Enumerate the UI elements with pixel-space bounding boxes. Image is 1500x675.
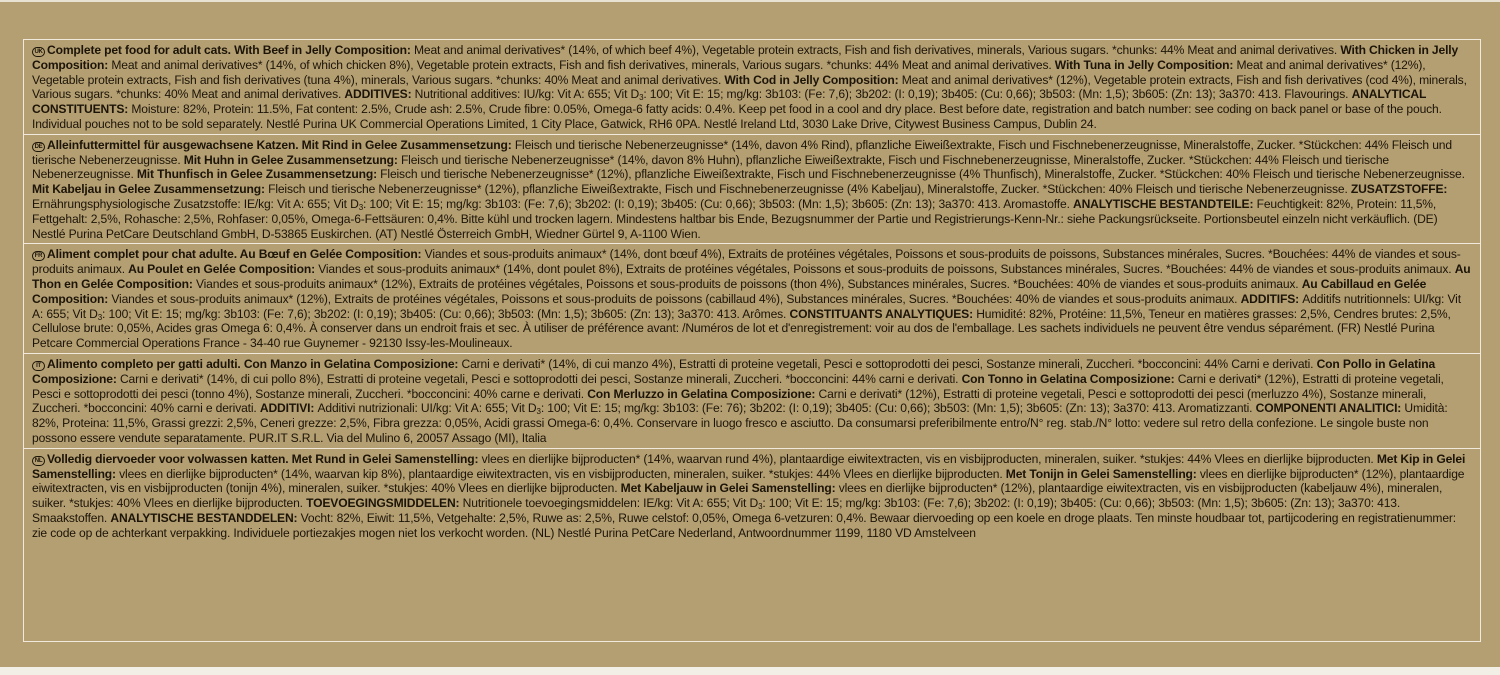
body-text: Nutritionele toevoegingsmiddelen: IE/kg: Vit A: 655; Vit D: [462, 496, 759, 511]
bold-heading-text: Au Poulet en Gelée Composition:: [128, 262, 319, 277]
bold-heading-text: Au Thon en Gelée Composition:: [32, 262, 1471, 291]
body-text: Additivi nutrizionali: UI/kg: Vit A: 655; Vit D: [317, 401, 537, 416]
body-text: Ernährungsphysiologische Zusatzstoffe: IE/kg: Vit A: 655; Vit D: [32, 196, 359, 211]
subscript-text: 3: [536, 407, 541, 417]
bold-heading-text: ADDITIVES:: [344, 87, 415, 102]
bold-heading-text: Volledig diervoeder voor volwassen katten. Met Rund in Gelei Samenstelling:: [47, 451, 482, 466]
bold-heading-text: ANALYTISCHE BESTANDTEILE:: [1073, 196, 1257, 211]
language-code-badge: IT: [32, 361, 45, 371]
bold-heading-text: With Tuna in Jelly Composition:: [1054, 57, 1237, 72]
bold-heading-text: Con Pollo in Gelatina Composizione:: [32, 356, 1436, 386]
body-text: Vocht: 82%, Eiwit: 11,5%, Vetgehalte: 2,5%, Ruwe as: 2,5%, Ruwe celstof: 0,05%, Omega 6-vetzuren: 0,4%. Bewaar diervoeding op een koele en droge plaats. Ten minste houdbaar tot, partijcodering en registratienummer: zie code op de achterkant verpakking. Individuele portiezakjes mogen niet los verkocht worden. (NL) Nestlé Purina PetCare Nederland, Antwoordnummer 1199, 1180 VD Amstelveen: [32, 510, 1456, 540]
bold-heading-text: TOEVOEGINGSMIDDELEN:: [306, 496, 463, 511]
body-text: Meat and animal derivatives* (14%, of which beef 4%), Vegetable protein extracts, Fish and fish derivatives, minerals, Various sugars. *chunks: 44% Meat and animal derivatives.: [413, 43, 1341, 57]
bold-heading-text: CONSTITUANTS ANALYTIQUES:: [789, 306, 977, 321]
body-text: Feuchtigkeit: 82%, Protein: 11,5%, Fettgehalt: 2,5%, Rohasche: 2,5%, Rohfaser: 0,05%, Omega-6-Fettsäuren: 0,4%. Bitte kühl und trocken lagern. Mindestens haltbar bis Ende, Bezugsnummer der Partie und Registrierungs-Kenn-Nr.: siehe Packungsrückseite. Portionsbeutel einzeln nicht verkäuflich. (DE) Nestlé Purina PetCare Deutschland GmbH, D-53865 Euskirchen. (AT) Nestlé Österreich GmbH, Wiedner Gürtel 9, A-1100 Wien.: [32, 196, 1438, 241]
body-text: Nutritional additives: IU/kg: Vit A: 655; Vit D: [414, 87, 640, 102]
bold-heading-text: Alleinfuttermittel für ausgewachsene Katzen. Mit Rind in Gelee Zusammensetzung:: [47, 137, 515, 152]
language-code-badge: DE: [32, 142, 45, 152]
subscript-text: 3: [639, 93, 644, 103]
body-text: Carni e derivati* (14%, di cui pollo 8%), Estratti di proteine vegetali, Pesci e sottoprodotti dei pesci, Sostanze minerali, Zuccheri. *bocconcini: 44% carni e derivati.: [119, 371, 962, 386]
body-text: Fleisch und tierische Nebenerzeugnisse* (12%), pflanzliche Eiweißextrakte, Fisch und Fischnebenerzeugnisse (4% Thunfisch), Mineralstoffe, Zucker. *Stückchen: 40% Fleisch und tierische Nebenerzeugnisse.: [380, 167, 1465, 182]
body-text: Meat and animal derivatives* (12%), Vegetable protein extracts, Fish and fish derivatives (tuna 4%), minerals, Various sugars. *chunks: 40% Meat and animal derivatives.: [32, 57, 1426, 87]
body-text: Carni e derivati* (12%), Estratti di proteine vegetali, Pesci e sottoprodotti dei pesci (tonno 4%), Sostanze minerali, Zuccheri. *bocconcini: 40% carne e derivati.: [32, 371, 1444, 401]
section-fr: [24, 244, 1480, 354]
bold-heading-text: Aliment complet pour chat adulte. Au Bœuf en Gelée Composition:: [47, 247, 425, 262]
body-text: Fleisch und tierische Nebenerzeugnisse* (14%, davon 4% Rind), pflanzliche Eiweißextrakte, Fisch und Fischnebenerzeugnisse, Mineralstoffe, Zucker. *Stückchen: 44% Fleisch und tierische Nebenerzeugnisse.: [32, 137, 1452, 167]
bold-heading-text: With Chicken in Jelly Composition:: [32, 43, 1459, 72]
subscript-text: 3: [97, 312, 103, 322]
body-text: vlees en dierlijke bijproducten* (12%), plantaardige eiwitextracten, vis en visbijproducten (tonijn 4%), mineralen, suiker. *stukjes: 40% Vlees en dierlijke bijproducten.: [32, 466, 1465, 496]
bold-heading-text: COMPONENTI ANALITICI:: [1255, 401, 1405, 416]
language-code-badge: NL: [32, 456, 45, 466]
bold-heading-text: Mit Huhn in Gelee Zusammensetzung:: [183, 152, 401, 167]
bold-heading-text: Mit Kabeljau in Gelee Zusammensetzung:: [32, 182, 269, 197]
bold-heading-text: Alimento completo per gatti adulti. Con Manzo in Gelatina Composizione:: [47, 356, 462, 371]
body-text: Additifs nutritionnels: UI/kg: Vit A: 655; Vit D: [32, 291, 1461, 321]
bold-heading-text: Con Merluzzo in Gelatina Composizione:: [587, 386, 819, 401]
bold-heading-text: Met Kabeljauw in Gelei Samenstelling:: [620, 481, 839, 496]
body-text: : 100; Vit E: 15; mg/kg: 3b103: (Fe: 7,6); 3b202: (I: 0,19); 3b405: (Cu: 0,66); 3b503: (Mn: 1,5); 3b605: (Zn: 13); 3a370: 413. Aromastoffe.: [363, 196, 1073, 211]
body-text: : 100; Vit E: 15; mg/kg: 3b103: (Fe: 7,6); 3b202: (I: 0,19); 3b405: (Cu: 0,66); 3b503: (Mn: 1,5); 3b605: (Zn: 13); 3a370: 413. Arômes.: [102, 306, 790, 321]
body-text: Meat and animal derivatives* (12%), Vegetable protein extracts, Fish and fish derivatives (cod 4%), minerals, Various sugars. *chunks: 40% Meat and animal derivatives.: [32, 72, 1467, 102]
subscript-text: 3: [758, 502, 763, 512]
bold-heading-text: Mit Thunfisch in Gelee Zusammensetzung:: [136, 167, 381, 182]
body-text: Umidità: 82%, Proteina: 11,5%, Grassi grezzi: 2,5%, Ceneri grezze: 2,5%, Fibra grezza: 0,05%, Acidi grassi Omega-6: 0,4%. Conservare in luogo fresco e asciutto. Da consumarsi preferibilmente entro/N° reg. stab./N° lotto: vedere sul retro della confezione. Le singole buste non possono essere vendute separatamente. PUR.IT S.R.L. Via del Mulino 6, 20057 Assago (MI), Italia: [32, 401, 1448, 445]
bold-heading-text: ANALYTISCHE BESTANDDELEN:: [110, 510, 301, 525]
body-text: vlees en dierlijke bijproducten* (12%), plantaardige eiwitextracten, vis en visbijproducten (kabeljauw 4%), mineralen, suiker. *stukjes: 40% Vlees en dierlijke bijproducten.: [32, 481, 1443, 511]
label-text-box: [23, 39, 1481, 642]
body-text: Viandes et sous-produits animaux* (12%), Extraits de protéines végétales, Poissons et sous-produits de poissons (thon 4%), Substances minérales, Sucres. *Bouchées: 40% de viandes et sous-produits animaux.: [195, 276, 1302, 291]
subscript-text: 3: [358, 202, 363, 212]
language-code-badge: UK: [32, 47, 45, 57]
bold-heading-text: With Cod in Jelly Composition:: [724, 72, 902, 87]
body-text: Carni e derivati* (14%, di cui manzo 4%), Estratti di proteine vegetali, Pesci e sottoprodotti dei pesci, Sostanze minerali, Zuccheri. *bocconcini: 44% Carni e derivati.: [461, 356, 1317, 371]
body-text: Carni e derivati* (12%), Estratti di proteine vegetali, Pesci e sottoprodotti dei pesci (merluzzo 4%), Sostanze minerali, Zuccheri. *bocconcini: 40% carni e derivati.: [32, 386, 1427, 416]
body-text: Humidité: 82%, Protéine: 11,5%, Teneur en matières grasses: 2,5%, Cendres brutes: 2,5%, Cellulose brute: 0,05%, Acides gras Omega 6: 0,4%. À conserver dans un endroit frais et sec. À utiliser de préférence avant: /Numéros de lot et d'enregistrement: voir au dos de l'emballage. Les sachets individuels ne peuvent être vendus séparément. (FR) Nestlé Purina Petcare Commercial Operations France - 34-40 rue Guynemer - 92130 Issy-les-Moulineaux.: [32, 306, 1451, 351]
bold-heading-text: Au Cabillaud en Gelée Composition:: [32, 276, 1427, 306]
body-text: : 100; Vit E: 15; mg/kg: 3b103: (Fe: 7,6); 3b202: (I: 0,19); 3b405: (Cu: 0,66); 3b503: (Mn: 1,5); 3b605: (Zn: 13); 3a370: 413. Flavourings.: [643, 87, 1352, 102]
body-text: Viandes et sous-produits animaux* (14%, dont poulet 8%), Extraits de protéines végétales, Poissons et sous-produits de poissons, Substances minérales, Sucres. *Bouchées: 44% de viandes et sous-produits animaux.: [318, 262, 1455, 277]
body-text: : 100; Vit E: 15; mg/kg: 3b103: (Fe: 7,6); 3b202: (I: 0,19); 3b405: (Cu: 0,66); 3b503: (Mn: 1,5); 3b605: (Zn: 13); 3a370: 413. Smaakstoffen.: [32, 496, 1401, 525]
body-text: Fleisch und tierische Nebenerzeugnisse* (14%, davon 8% Huhn), pflanzliche Eiweißextrakte, Fisch und Fischnebenerzeugnisse, Mineralstoffe, Zucker. *Stückchen: 44% Fleisch und tierische Nebenerzeugnisse.: [32, 152, 1389, 182]
body-text: Meat and animal derivatives* (14%, of which chicken 8%), Vegetable protein extracts, Fish and fish derivatives, minerals, Various sugars. *chunks: 44% Meat and animal derivatives.: [111, 57, 1055, 72]
section-uk: [24, 40, 1480, 135]
bold-heading-text: Met Tonijn in Gelei Samenstelling:: [1005, 466, 1200, 481]
body-text: vlees en dierlijke bijproducten* (14%, waarvan kip 8%), plantaardige eiwitextracten, vis en visbijproducten, mineralen, suiker. *stukjes: 44% Vlees en dierlijke bijproducten.: [119, 466, 1006, 481]
bold-heading-text: ADDITIFS:: [1240, 291, 1303, 306]
bold-heading-text: ANALYTICAL CONSTITUENTS:: [32, 87, 1427, 117]
section-nl: [24, 449, 1480, 543]
bold-heading-text: Met Kip in Gelei Samenstelling:: [32, 451, 1466, 481]
body-text: : 100; Vit E: 15; mg/kg: 3b103: (Fe: 76); 3b202: (I: 0,19); 3b405: (Cu: 0,66); 3b503: (Mn: 1,5); 3b605: (Zn: 13); 3a370: 413. Aromatizzanti.: [540, 401, 1256, 416]
language-code-badge: FR: [32, 251, 45, 261]
body-text: Viandes et sous-produits animaux* (12%), Extraits de protéines végétales, Poissons et sous-produits de poissons (cabillaud 4%), Substances minérales, Sucres. *Bouchées: 40% de viandes et sous-produits animaux.: [111, 291, 1241, 306]
section-de: [24, 135, 1480, 245]
body-text: Viandes et sous-produits animaux* (14%, dont bœuf 4%), Extraits de protéines végétales, Poissons et sous-produits de poissons, Substances minérales, Sucres. *Bouchées: 44% de viandes et sous-produits animaux.: [32, 247, 1461, 277]
body-text: Fleisch und tierische Nebenerzeugnisse* (12%), pflanzliche Eiweißextrakte, Fisch und Fischnebenerzeugnisse (4% Kabeljau), Mineralstoffe, Zucker. *Stückchen: 40% Fleisch und tierische Nebenerzeugnisse.: [268, 182, 1351, 197]
bold-heading-text: ADDITIVI:: [259, 401, 318, 416]
body-text: Moisture: 82%, Protein: 11.5%, Fat content: 2.5%, Crude ash: 2.5%, Crude fibre: 0.05%, Omega-6 fatty acids: 0.4%. Keep pet food in a cool and dry place. Best before date, registration and batch number: see coding on back panel or base of the pouch. Individual pouches not to be sold separately. Nestlé Purina UK Commercial Operations Limited, 1 City Place, Gatwick, RH6 0PA. Nestlé Ireland Ltd, 3030 Lake Drive, Citywest Business Campus, Dublin 24.: [32, 102, 1442, 131]
section-it: [24, 354, 1480, 449]
bold-heading-text: Con Tonno in Gelatina Composizione:: [961, 371, 1178, 386]
bold-heading-text: ZUSATZSTOFFE:: [1350, 182, 1448, 197]
body-text: vlees en dierlijke bijproducten* (14%, waarvan rund 4%), plantaardige eiwitextracten, vis en visbijproducten, mineralen, suiker. *stukjes: 44% Vlees en dierlijke bijproducten.: [481, 451, 1377, 466]
bold-heading-text: Complete pet food for adult cats. With Beef in Jelly Composition:: [47, 43, 414, 57]
